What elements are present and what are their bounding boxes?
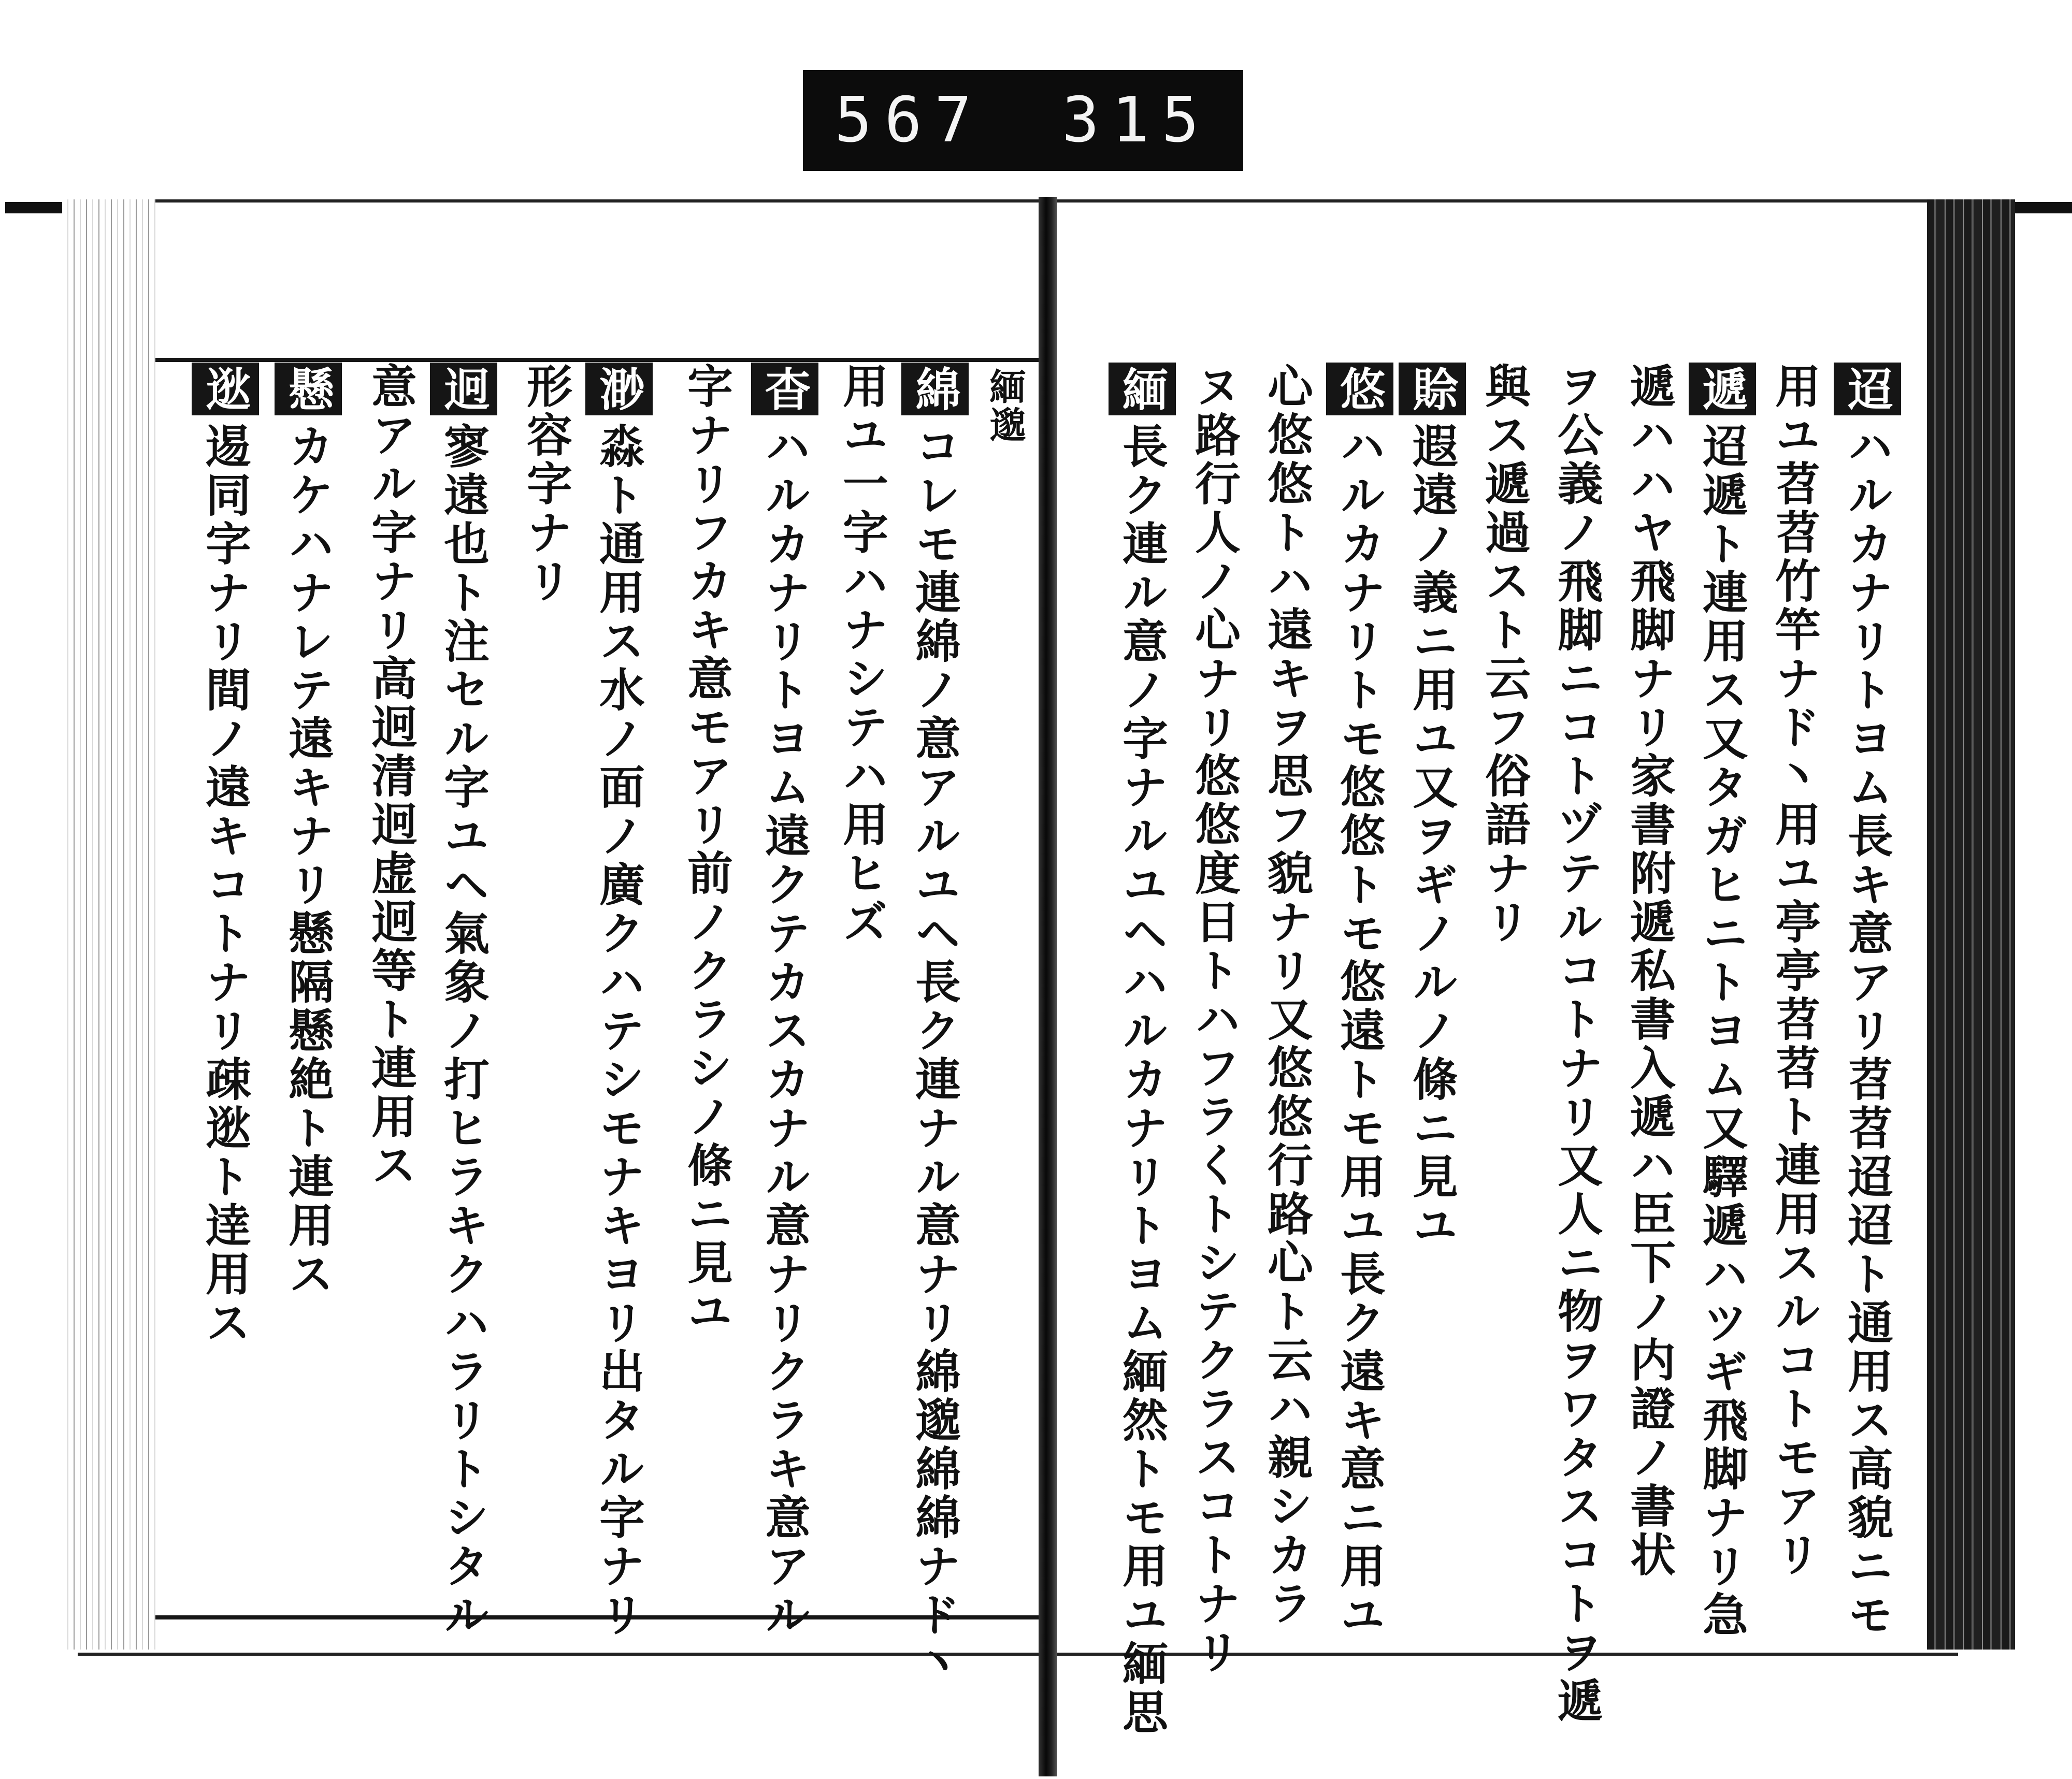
left-col-10-text: 逷同字ナリ間ノ遠キコトナリ疎逖ト逹用ス bbox=[198, 423, 252, 1348]
right-col-6-text: 與ス遞過スト云フ俗語ナリ bbox=[1478, 363, 1532, 947]
left-col-1-head: 綿 bbox=[901, 363, 969, 415]
left-col-5-text: 淼ト通用ス水ノ面ノ廣クハテシモナキヨリ出タル字ナリ bbox=[592, 423, 646, 1640]
right-col-6 bbox=[1471, 363, 1538, 947]
right-col-2-text: 用ユ苕苕竹竿ナド丶用ユ亭亭苕苕ト連用スルコトモアリ bbox=[1768, 363, 1822, 1580]
left-col-2-text: 用ユ一字ハナシテハ用ヒズ bbox=[836, 363, 889, 947]
right-col-1-text: ハルカナリトヨム長キ意アリ苕苕迢迢ト通用ス高貌ニモ bbox=[1840, 423, 1894, 1640]
right-col-8-head: 悠 bbox=[1326, 363, 1393, 415]
right-col-8-text: ハルカナリトモ悠悠トモ悠遠トモ用ユ長ク遠キ意ニ用ユ bbox=[1333, 423, 1387, 1640]
left-col-8-text: 意アル字ナリ高迥清迥虚迥等ト連用ス bbox=[364, 363, 418, 1190]
left-col-7-head: 迥 bbox=[430, 363, 497, 415]
right-col-11-head: 緬 bbox=[1109, 363, 1176, 415]
left-col-4 bbox=[673, 363, 741, 1336]
left-col-3 bbox=[751, 363, 818, 1640]
left-col-9-text: カケハナレテ遠キナリ懸隔懸絶ト連用ス bbox=[281, 423, 335, 1299]
left-col-2 bbox=[829, 363, 896, 947]
left-col-8 bbox=[357, 363, 425, 1190]
left-col-1-text: コレモ連綿ノ意アルユヘ長ク連ナル意ナリ綿邈綿綿ナド丶 bbox=[908, 423, 962, 1688]
right-col-3 bbox=[1689, 363, 1756, 1640]
left-page-header: 緬邈 bbox=[984, 368, 1027, 444]
left-col-4-text: 字ナリフカキ意モアリ前ノクラシノ條ニ見ユ bbox=[680, 363, 734, 1336]
right-col-7-text: 遐遠ノ義ニ用ユ又ヲギノルノ條ニ見ユ bbox=[1405, 423, 1459, 1250]
left-col-9-head: 懸 bbox=[275, 363, 342, 415]
right-col-4-text: 遞ハハヤ飛脚ナリ家書附遞私書入遞ハ臣下ノ内證ノ書状 bbox=[1623, 363, 1677, 1580]
right-col-5 bbox=[1544, 363, 1611, 1726]
left-col-3-head: 杳 bbox=[751, 363, 818, 415]
left-col-6 bbox=[513, 363, 580, 606]
right-col-7-head: 賒 bbox=[1399, 363, 1466, 415]
right-col-11-text: 長ク連ル意ノ字ナルユヘハルカナリトヨム緬然トモ用ユ緬思 bbox=[1115, 423, 1169, 1737]
right-col-7 bbox=[1399, 363, 1466, 1250]
left-col-10-head: 逖 bbox=[192, 363, 259, 415]
left-page-edges bbox=[62, 199, 155, 1650]
right-col-11 bbox=[1109, 363, 1176, 1737]
right-col-10-text: ヌ路行人ノ心ナリ悠悠度日トハフラくトシテクラスコトナリ bbox=[1188, 363, 1242, 1677]
right-col-1 bbox=[1834, 363, 1901, 1640]
book-gutter bbox=[1039, 197, 1057, 1776]
right-col-1-head: 迢 bbox=[1834, 363, 1901, 415]
left-col-1 bbox=[901, 363, 969, 1688]
right-col-5-text: ヲ公義ノ飛脚ニコトヅテルコトナリ又人ニ物ヲワタスコトヲ遞 bbox=[1550, 363, 1604, 1726]
left-col-7 bbox=[430, 363, 497, 1640]
left-col-9 bbox=[275, 363, 342, 1299]
right-col-10 bbox=[1181, 363, 1248, 1677]
catalog-left-number: 567 bbox=[834, 84, 984, 156]
right-col-3-text: 迢遞ト連用ス又タガヒニトヨム又驛遞ハツギ飛脚ナリ急 bbox=[1695, 423, 1749, 1640]
right-col-9-text: 心悠悠トハ遠キヲ思フ貌ナリ又悠悠行路心ト云ハ親シカラ bbox=[1260, 363, 1314, 1628]
left-col-10 bbox=[192, 363, 259, 1348]
left-col-5-head: 渺 bbox=[585, 363, 653, 415]
right-col-9 bbox=[1254, 363, 1321, 1628]
right-col-3-head: 遞 bbox=[1689, 363, 1756, 415]
right-col-8 bbox=[1326, 363, 1393, 1640]
catalog-label bbox=[803, 70, 1243, 171]
left-col-3-text: ハルカナリトヨム遠クテカスカナル意ナリクラキ意アル bbox=[758, 423, 812, 1640]
left-col-5 bbox=[585, 363, 653, 1640]
catalog-right-number: 315 bbox=[1062, 84, 1212, 156]
right-page-edges bbox=[1927, 199, 2015, 1650]
left-col-7-text: 寥遠也ト注セル字ユヘ氣象ノ打ヒラキクハラリトシタル bbox=[437, 423, 491, 1640]
left-col-6-text: 形容字ナリ bbox=[520, 363, 573, 606]
right-col-2 bbox=[1761, 363, 1829, 1580]
right-col-4 bbox=[1616, 363, 1684, 1580]
